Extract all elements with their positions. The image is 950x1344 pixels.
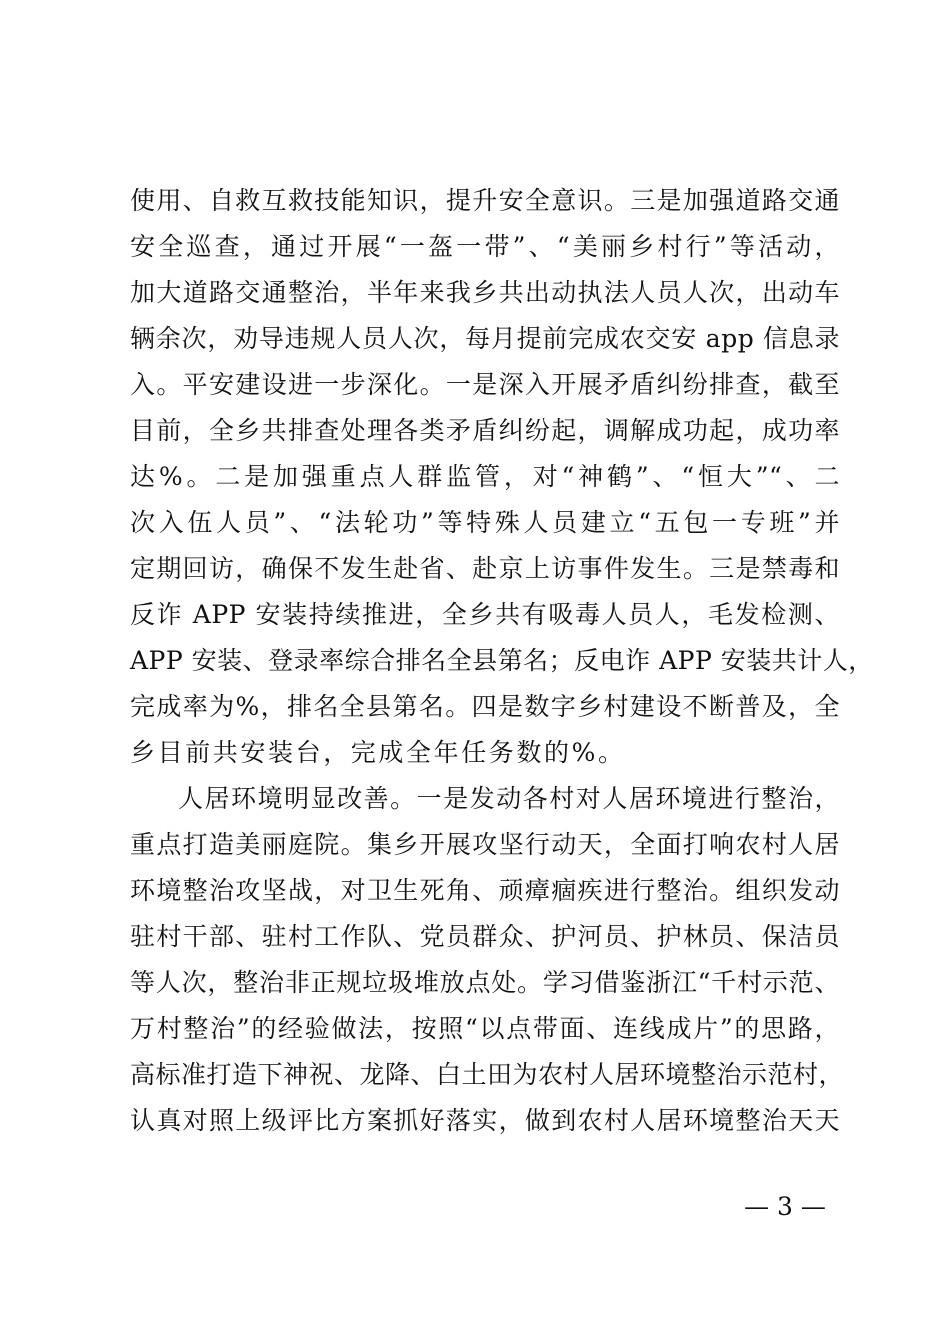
text-line: 次入伍人员”、“法轮功”等特殊人员建立“五包一专班”并	[130, 508, 840, 537]
text-line: 完成率为%，排名全县第名。四是数字乡村建设不断普及，全	[130, 692, 840, 721]
text-line: 辆余次，劝导违规人员人次，每月提前完成农交安 app 信息录	[130, 324, 840, 353]
paragraph-2	[130, 776, 845, 1144]
text-line: 高标准打造下神祝、龙降、白土田为农村人居环境整治示范村，	[130, 1060, 845, 1089]
text-line: 目前，全乡共排查处理各类矛盾纠纷起，调解成功起，成功率	[130, 416, 840, 445]
text-line: 入。平安建设进一步深化。一是深入开展矛盾纠纷排查，截至	[130, 370, 840, 399]
body-text	[130, 178, 874, 1144]
text-line: 反诈 APP 安装持续推进，全乡共有吸毒人员人，毛发检测、	[130, 600, 840, 629]
text-line: 重点打造美丽庭院。集乡开展攻坚行动天，全面打响农村人居	[130, 830, 840, 859]
text-line: 认真对照上级评比方案抓好落实，做到农村人居环境整治天天	[130, 1106, 840, 1135]
page-number: — 3 —	[744, 1192, 826, 1221]
text-line: 定期回访，确保不发生赴省、赴京上访事件发生。三是禁毒和	[130, 554, 840, 583]
text-line: 万村整治”的经验做法，按照“以点带面、连线成片”的思路，	[130, 1014, 840, 1043]
text-line: 达%。二是加强重点人群监管，对“神鹤”、“恒大”“、二	[130, 462, 840, 491]
text-line: 使用、自救互救技能知识，提升安全意识。三是加强道路交通	[130, 186, 840, 215]
paragraph-1	[130, 178, 874, 776]
text-line: 驻村干部、驻村工作队、党员群众、护河员、护林员、保洁员	[130, 922, 840, 951]
text-line: 环境整治攻坚战，对卫生死角、顽瘴痼疾进行整治。组织发动	[130, 876, 840, 905]
text-line: 安全巡查，通过开展“一盔一带”、“美丽乡村行”等活动，	[130, 232, 840, 261]
text-line: 人居环境明显改善。一是发动各村对人居环境进行整治，	[178, 784, 840, 813]
text-line: 加大道路交通整治，半年来我乡共出动执法人员人次，出动车	[130, 278, 840, 307]
text-line: 乡目前共安装台，完成全年任务数的%。	[130, 738, 626, 767]
text-line: 等人次，整治非正规垃圾堆放点处。学习借鉴浙江“千村示范、	[130, 968, 840, 997]
text-line: APP 安装、登录率综合排名全县第名；反电诈 APP 安装共计人，	[130, 646, 874, 675]
